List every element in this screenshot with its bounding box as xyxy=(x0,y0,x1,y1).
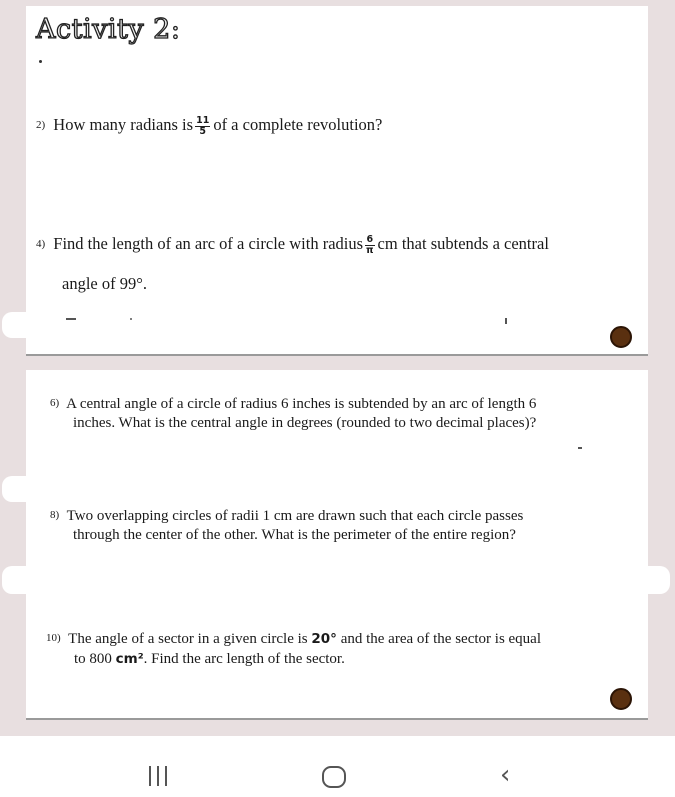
page-title: Activity 2: xyxy=(36,14,181,45)
stray-mark xyxy=(505,318,507,324)
question-10-line-2 xyxy=(74,649,345,669)
question-text: The angle of a sector in a given circle is xyxy=(68,631,308,647)
fraction-denominator: π xyxy=(366,244,374,256)
stray-mark xyxy=(66,318,76,320)
stray-mark xyxy=(578,447,582,449)
question-10 xyxy=(46,628,541,649)
fraction xyxy=(365,235,375,256)
question-number: 2) xyxy=(36,119,46,131)
question-text: of a complete revolution? xyxy=(213,115,383,134)
question-text: and the area of the sector is equal xyxy=(340,631,542,647)
home-icon[interactable] xyxy=(322,766,346,788)
question-text: . Find the arc length of the sector. xyxy=(143,651,345,667)
recent-apps-icon[interactable] xyxy=(147,766,171,786)
question-text: Two overlapping circles of radii 1 cm are drawn such that each circle passes xyxy=(66,508,524,524)
stray-mark xyxy=(130,318,132,320)
question-6-line-2: inches. What is the central angle in degrees (rounded to two decimal places)? xyxy=(73,415,537,431)
question-6 xyxy=(50,393,536,414)
question-4 xyxy=(36,233,549,256)
white-patch xyxy=(2,566,670,594)
question-number: 4) xyxy=(36,238,46,250)
fraction xyxy=(195,116,210,137)
worksheet-page-top xyxy=(26,6,648,356)
question-text: How many radians is xyxy=(53,115,194,134)
bullet-dot xyxy=(610,688,632,710)
area-unit: cm² xyxy=(115,651,144,667)
question-4-line-2: angle of 99°. xyxy=(62,274,147,293)
fraction-numerator: 11 xyxy=(196,114,210,126)
angle-value: 20° xyxy=(311,631,337,647)
back-icon[interactable]: ‹ xyxy=(500,760,511,790)
white-patch xyxy=(2,312,192,338)
question-8-line-2: through the center of the other. What is the perimeter of the entire region? xyxy=(73,527,516,543)
question-8 xyxy=(50,505,523,526)
question-number: 8) xyxy=(50,509,60,521)
question-2 xyxy=(36,114,382,137)
stray-dot xyxy=(39,60,42,63)
fraction-denominator: 5 xyxy=(199,125,206,137)
question-text: A central angle of a circle of radius 6 inches is subtended by an arc of length 6 xyxy=(66,396,537,412)
fraction-numerator: 6 xyxy=(366,233,374,245)
white-patch xyxy=(2,476,62,502)
question-text: Find the length of an arc of a circle with radius xyxy=(53,234,364,253)
question-number: 10) xyxy=(46,632,61,644)
question-text: cm that subtends a central xyxy=(377,234,549,253)
question-number: 6) xyxy=(50,397,60,409)
bullet-dot xyxy=(610,326,632,348)
question-text: to 800 xyxy=(74,651,112,667)
